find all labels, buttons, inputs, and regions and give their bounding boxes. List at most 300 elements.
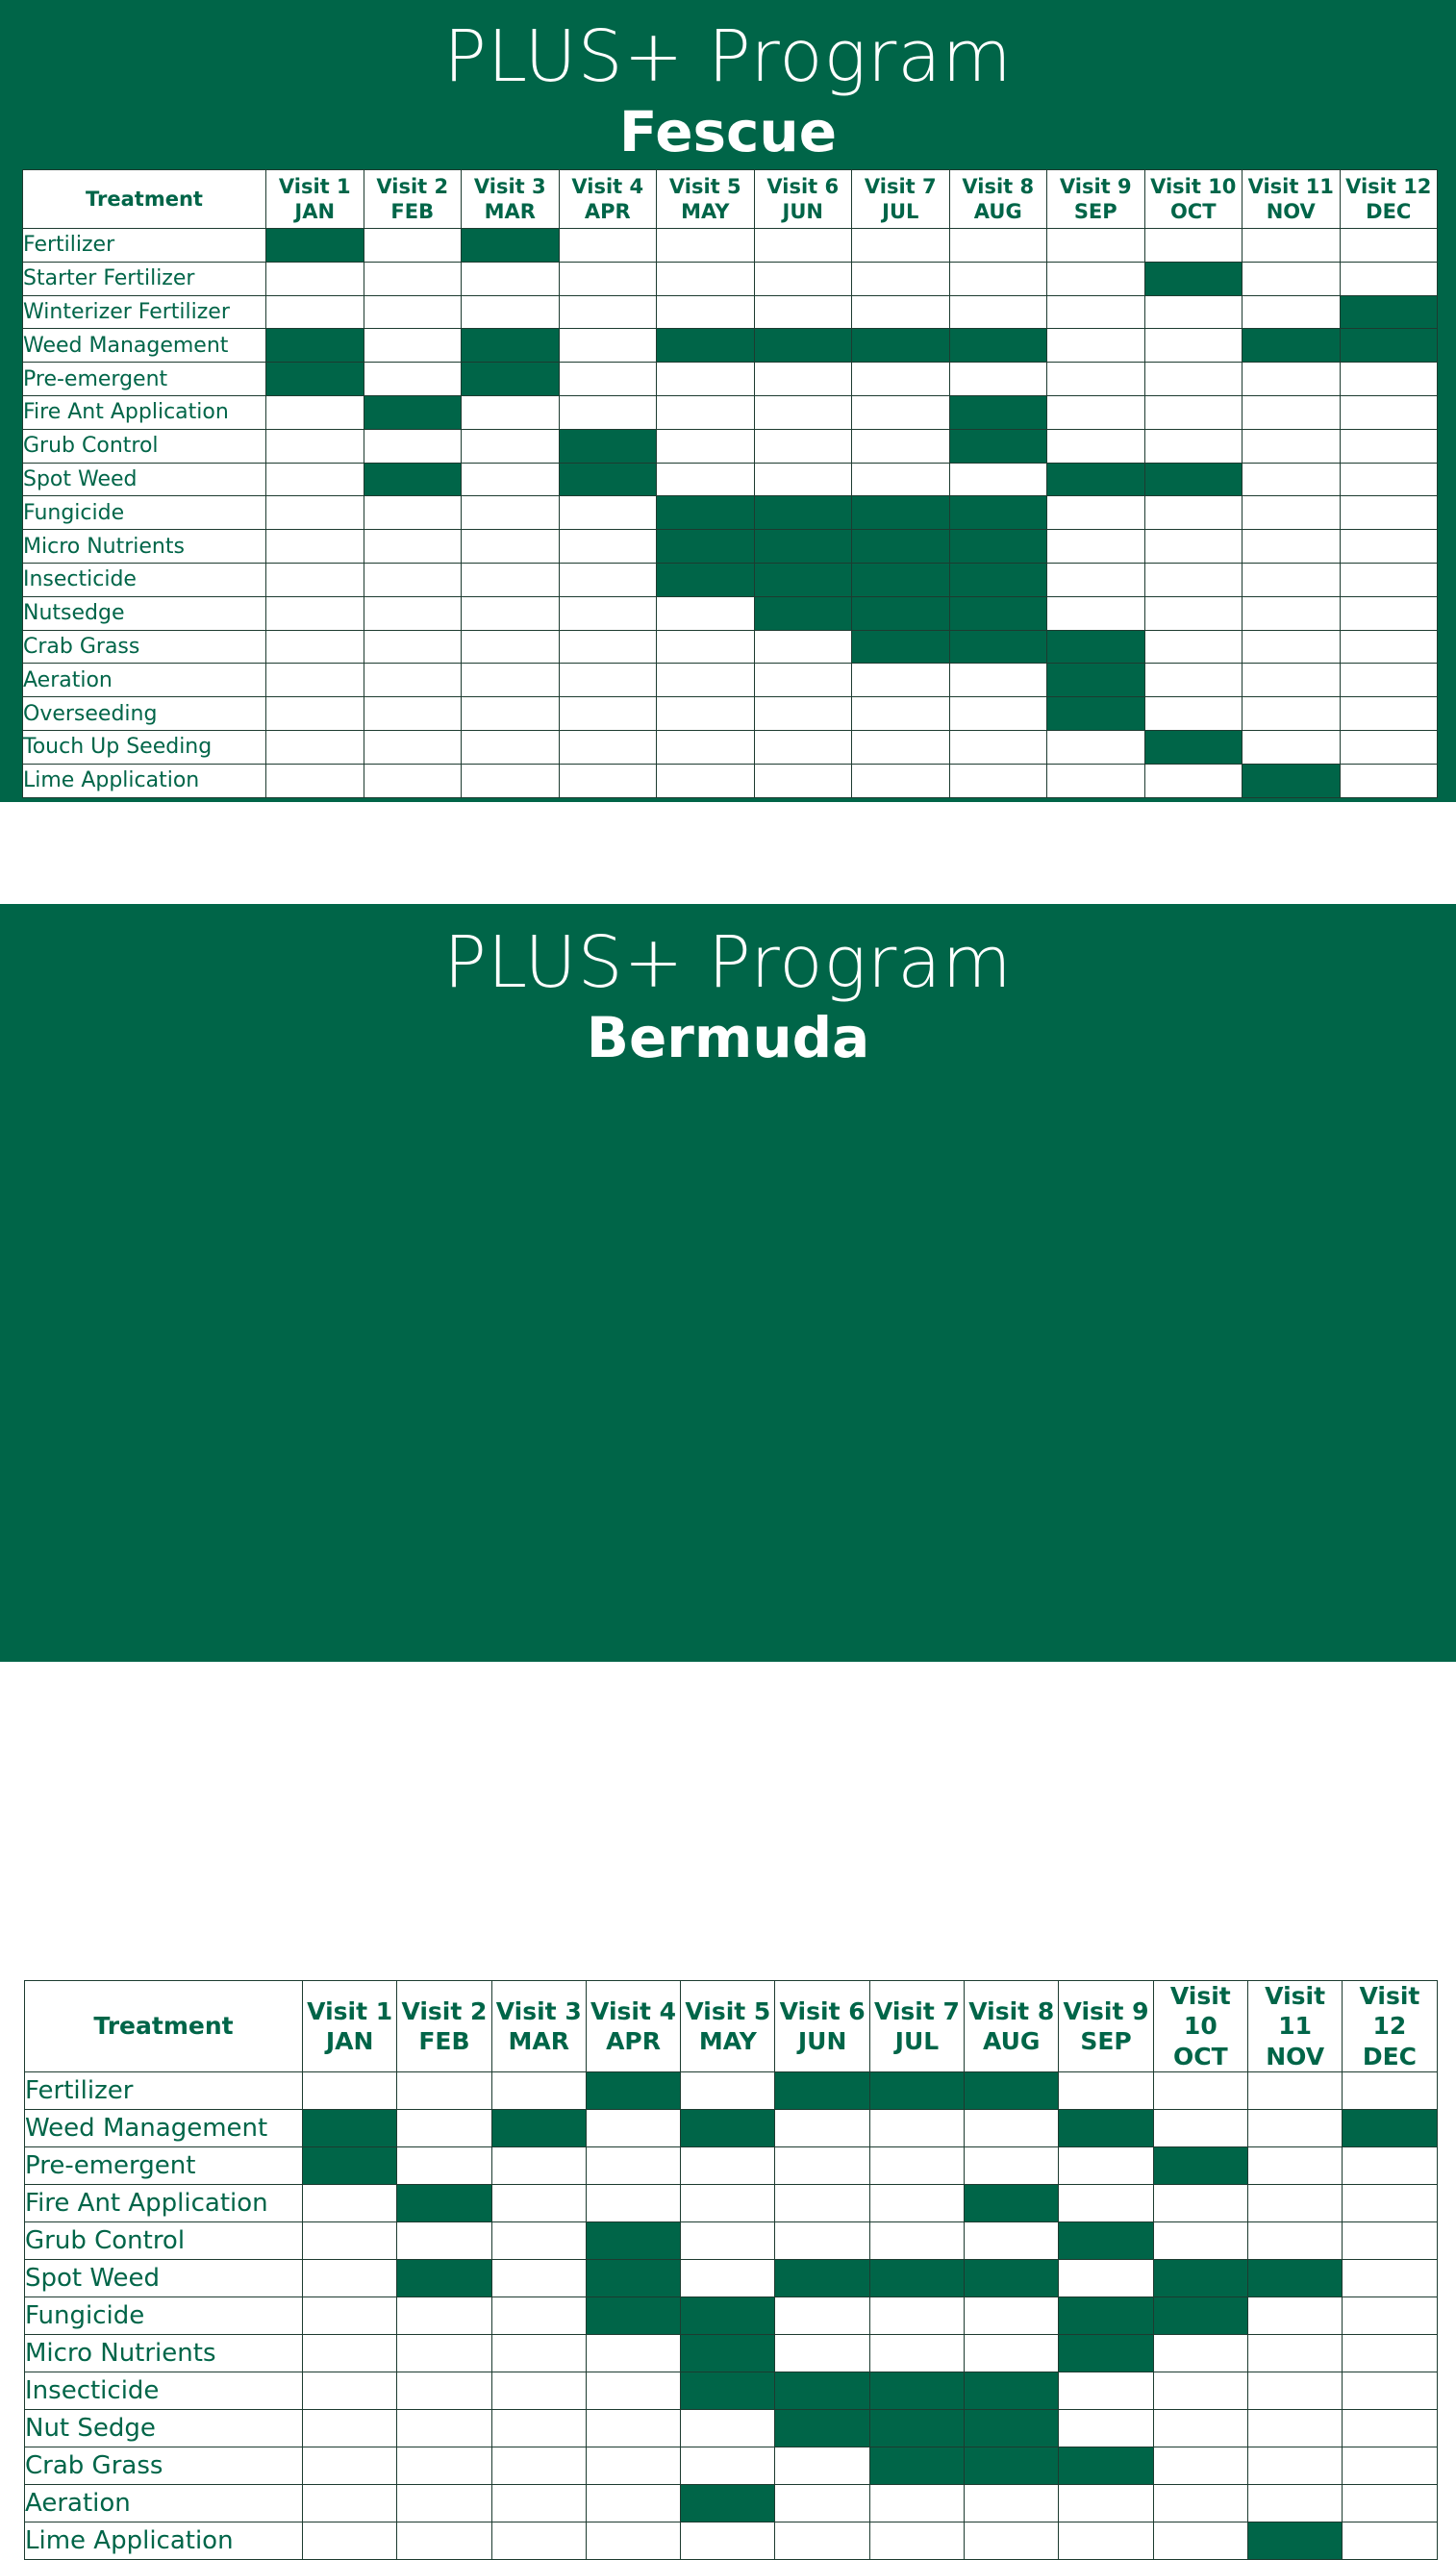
visit-label: Visit 3	[495, 1996, 582, 2025]
visit-label: Visit 11	[1265, 1982, 1326, 2041]
empty-cell	[1343, 2484, 1437, 2522]
scheduled-cell	[586, 2259, 680, 2296]
table-row	[25, 2334, 1438, 2372]
empty-cell	[1343, 2372, 1437, 2409]
month-label: MAR	[484, 200, 536, 223]
empty-cell	[364, 630, 462, 664]
scheduled-cell	[1144, 730, 1243, 764]
empty-cell	[1047, 596, 1145, 630]
empty-cell	[1247, 2109, 1342, 2146]
empty-cell	[364, 229, 462, 263]
empty-cell	[559, 496, 657, 530]
empty-cell	[491, 2522, 586, 2559]
scheduled-cell	[1047, 463, 1145, 496]
empty-cell	[303, 2184, 397, 2221]
empty-cell	[303, 2372, 397, 2409]
table-row	[23, 664, 1438, 697]
fescue-subtitle: Fescue	[618, 99, 838, 164]
scheduled-cell	[681, 2296, 775, 2334]
empty-cell	[397, 2372, 491, 2409]
empty-cell	[462, 395, 560, 429]
bermuda-title: PLUS+ Program	[443, 921, 1013, 1004]
scheduled-cell	[775, 2259, 869, 2296]
scheduled-cell	[657, 530, 755, 564]
empty-cell	[1243, 664, 1341, 697]
empty-cell	[462, 664, 560, 697]
empty-cell	[949, 262, 1047, 295]
visit-label: Visit 2	[376, 174, 449, 198]
bermuda-schedule-table	[24, 1980, 1438, 2560]
empty-cell	[303, 2334, 397, 2372]
table-row	[25, 2296, 1438, 2334]
empty-cell	[1343, 2447, 1437, 2484]
empty-cell	[1047, 496, 1145, 530]
scheduled-cell	[657, 563, 755, 596]
empty-cell	[303, 2259, 397, 2296]
empty-cell	[559, 395, 657, 429]
empty-cell	[491, 2296, 586, 2334]
empty-cell	[364, 429, 462, 463]
empty-cell	[657, 664, 755, 697]
bermuda-panel	[0, 904, 1456, 2555]
month-label: JUL	[882, 200, 919, 223]
empty-cell	[1340, 395, 1438, 429]
empty-cell	[1247, 2146, 1342, 2184]
empty-cell	[852, 229, 950, 263]
empty-cell	[657, 262, 755, 295]
empty-cell	[397, 2296, 491, 2334]
empty-cell	[657, 429, 755, 463]
scheduled-cell	[1243, 764, 1341, 797]
empty-cell	[775, 2146, 869, 2184]
empty-cell	[491, 2409, 586, 2447]
scheduled-cell	[1047, 664, 1145, 697]
empty-cell	[949, 730, 1047, 764]
scheduled-cell	[754, 596, 852, 630]
scheduled-cell	[559, 463, 657, 496]
empty-cell	[559, 530, 657, 564]
scheduled-cell	[869, 2372, 964, 2409]
empty-cell	[1243, 229, 1341, 263]
scheduled-cell	[397, 2259, 491, 2296]
scheduled-cell	[266, 363, 364, 396]
table-row	[23, 429, 1438, 463]
month-label: JAN	[294, 200, 336, 223]
scheduled-cell	[1047, 630, 1145, 664]
treatment-name: Fertilizer	[25, 2071, 303, 2109]
treatment-name: Fungicide	[25, 2296, 303, 2334]
treatment-name: Weed Management	[25, 2109, 303, 2146]
empty-cell	[1343, 2334, 1437, 2372]
scheduled-cell	[869, 2259, 964, 2296]
visit-header	[965, 1981, 1059, 2072]
empty-cell	[949, 764, 1047, 797]
empty-cell	[303, 2071, 397, 2109]
scheduled-cell	[754, 329, 852, 363]
visit-header	[1047, 170, 1145, 229]
visit-label: Visit 11	[1247, 174, 1334, 198]
empty-cell	[1247, 2296, 1342, 2334]
empty-cell	[1144, 697, 1243, 731]
empty-cell	[559, 295, 657, 329]
treatment-name: Pre-emergent	[25, 2146, 303, 2184]
empty-cell	[1340, 530, 1438, 564]
empty-cell	[1047, 262, 1145, 295]
treatment-name: Pre-emergent	[23, 363, 266, 396]
empty-cell	[1243, 697, 1341, 731]
empty-cell	[586, 2146, 680, 2184]
scheduled-cell	[949, 496, 1047, 530]
scheduled-cell	[869, 2409, 964, 2447]
month-label: NOV	[1266, 2042, 1325, 2071]
visit-label: Visit 8	[962, 174, 1035, 198]
treatment-name: Starter Fertilizer	[23, 262, 266, 295]
visit-header	[1144, 170, 1243, 229]
empty-cell	[1047, 563, 1145, 596]
empty-cell	[491, 2372, 586, 2409]
empty-cell	[681, 2184, 775, 2221]
table-row	[23, 262, 1438, 295]
visit-header	[462, 170, 560, 229]
fescue-schedule-table	[22, 169, 1438, 798]
empty-cell	[364, 563, 462, 596]
empty-cell	[1340, 463, 1438, 496]
empty-cell	[1153, 2184, 1247, 2221]
scheduled-cell	[965, 2409, 1059, 2447]
scheduled-cell	[1059, 2109, 1153, 2146]
empty-cell	[266, 496, 364, 530]
empty-cell	[1059, 2484, 1153, 2522]
visit-label: Visit 6	[779, 1996, 866, 2025]
empty-cell	[1340, 229, 1438, 263]
empty-cell	[869, 2221, 964, 2259]
scheduled-cell	[852, 496, 950, 530]
empty-cell	[462, 596, 560, 630]
empty-cell	[1247, 2334, 1342, 2372]
scheduled-cell	[949, 563, 1047, 596]
month-label: OCT	[1169, 200, 1217, 223]
empty-cell	[266, 697, 364, 731]
empty-cell	[657, 764, 755, 797]
empty-cell	[1144, 596, 1243, 630]
empty-cell	[303, 2447, 397, 2484]
visit-label: Visit 1	[278, 174, 351, 198]
empty-cell	[397, 2221, 491, 2259]
empty-cell	[1243, 630, 1341, 664]
visit-header	[949, 170, 1047, 229]
scheduled-cell	[1059, 2221, 1153, 2259]
empty-cell	[965, 2221, 1059, 2259]
empty-cell	[681, 2071, 775, 2109]
empty-cell	[754, 363, 852, 396]
scheduled-cell	[586, 2221, 680, 2259]
month-label: FEB	[390, 200, 435, 223]
table-row	[23, 295, 1438, 329]
empty-cell	[397, 2334, 491, 2372]
scheduled-cell	[266, 329, 364, 363]
visit-header	[852, 170, 950, 229]
empty-cell	[1059, 2146, 1153, 2184]
table-row	[25, 2484, 1438, 2522]
empty-cell	[754, 262, 852, 295]
scheduled-cell	[681, 2484, 775, 2522]
empty-cell	[852, 363, 950, 396]
empty-cell	[491, 2184, 586, 2221]
empty-cell	[949, 229, 1047, 263]
scheduled-cell	[1144, 463, 1243, 496]
empty-cell	[1153, 2522, 1247, 2559]
empty-cell	[303, 2409, 397, 2447]
scheduled-cell	[949, 395, 1047, 429]
month-label: NOV	[1266, 200, 1316, 223]
visit-header	[559, 170, 657, 229]
table-row	[23, 229, 1438, 263]
table-row	[25, 2109, 1438, 2146]
scheduled-cell	[364, 463, 462, 496]
visit-header	[586, 1981, 680, 2072]
empty-cell	[1340, 697, 1438, 731]
scheduled-cell	[462, 229, 560, 263]
visit-header	[1340, 170, 1438, 229]
empty-cell	[852, 295, 950, 329]
empty-cell	[559, 563, 657, 596]
empty-cell	[1340, 429, 1438, 463]
empty-cell	[949, 463, 1047, 496]
scheduled-cell	[949, 429, 1047, 463]
visit-label: Visit 4	[590, 1996, 677, 2025]
empty-cell	[775, 2221, 869, 2259]
empty-cell	[462, 563, 560, 596]
empty-cell	[852, 664, 950, 697]
visit-header	[775, 1981, 869, 2072]
treatment-header: Treatment	[25, 1981, 303, 2072]
month-label: SEP	[1080, 2026, 1132, 2055]
empty-cell	[1243, 429, 1341, 463]
empty-cell	[1247, 2409, 1342, 2447]
visit-label: Visit 10	[1150, 174, 1237, 198]
empty-cell	[1243, 596, 1341, 630]
empty-cell	[462, 764, 560, 797]
empty-cell	[852, 429, 950, 463]
empty-cell	[266, 262, 364, 295]
empty-cell	[1243, 363, 1341, 396]
visit-header	[303, 1981, 397, 2072]
empty-cell	[586, 2409, 680, 2447]
empty-cell	[754, 295, 852, 329]
scheduled-cell	[852, 563, 950, 596]
empty-cell	[462, 730, 560, 764]
treatment-name: Nut Sedge	[25, 2409, 303, 2447]
empty-cell	[869, 2184, 964, 2221]
empty-cell	[586, 2334, 680, 2372]
empty-cell	[869, 2109, 964, 2146]
empty-cell	[491, 2146, 586, 2184]
empty-cell	[1243, 530, 1341, 564]
empty-cell	[965, 2334, 1059, 2372]
empty-cell	[657, 697, 755, 731]
treatment-name: Insecticide	[23, 563, 266, 596]
empty-cell	[586, 2522, 680, 2559]
table-row	[23, 530, 1438, 564]
empty-cell	[462, 697, 560, 731]
empty-cell	[559, 664, 657, 697]
empty-cell	[1144, 329, 1243, 363]
scheduled-cell	[1059, 2296, 1153, 2334]
empty-cell	[364, 496, 462, 530]
empty-cell	[266, 463, 364, 496]
month-label: JAN	[325, 2026, 374, 2055]
empty-cell	[754, 229, 852, 263]
treatment-name: Micro Nutrients	[25, 2334, 303, 2372]
empty-cell	[852, 262, 950, 295]
empty-cell	[754, 764, 852, 797]
scheduled-cell	[364, 395, 462, 429]
scheduled-cell	[754, 496, 852, 530]
empty-cell	[657, 395, 755, 429]
empty-cell	[586, 2184, 680, 2221]
empty-cell	[869, 2146, 964, 2184]
empty-cell	[364, 730, 462, 764]
empty-cell	[754, 664, 852, 697]
empty-cell	[397, 2522, 491, 2559]
empty-cell	[1144, 363, 1243, 396]
empty-cell	[1247, 2221, 1342, 2259]
empty-cell	[869, 2522, 964, 2559]
empty-cell	[1243, 295, 1341, 329]
treatment-name: Overseeding	[23, 697, 266, 731]
empty-cell	[775, 2447, 869, 2484]
empty-cell	[1340, 262, 1438, 295]
scheduled-cell	[775, 2409, 869, 2447]
table-row	[23, 395, 1438, 429]
empty-cell	[852, 395, 950, 429]
empty-cell	[681, 2409, 775, 2447]
empty-cell	[754, 463, 852, 496]
empty-cell	[303, 2296, 397, 2334]
empty-cell	[491, 2221, 586, 2259]
empty-cell	[1343, 2184, 1437, 2221]
bermuda-subtitle: Bermuda	[586, 1005, 870, 1070]
empty-cell	[559, 764, 657, 797]
scheduled-cell	[657, 329, 755, 363]
scheduled-cell	[1247, 2259, 1342, 2296]
scheduled-cell	[965, 2259, 1059, 2296]
scheduled-cell	[266, 229, 364, 263]
empty-cell	[775, 2184, 869, 2221]
empty-cell	[1047, 429, 1145, 463]
empty-cell	[266, 530, 364, 564]
scheduled-cell	[965, 2071, 1059, 2109]
visit-header	[1247, 1981, 1342, 2072]
empty-cell	[681, 2447, 775, 2484]
table-row	[23, 630, 1438, 664]
empty-cell	[266, 764, 364, 797]
scheduled-cell	[462, 363, 560, 396]
empty-cell	[754, 395, 852, 429]
scheduled-cell	[1153, 2296, 1247, 2334]
scheduled-cell	[1047, 697, 1145, 731]
empty-cell	[1059, 2184, 1153, 2221]
empty-cell	[1144, 395, 1243, 429]
month-label: FEB	[418, 2026, 470, 2055]
empty-cell	[965, 2146, 1059, 2184]
visit-header	[397, 1981, 491, 2072]
empty-cell	[1144, 630, 1243, 664]
month-label: DEC	[1366, 200, 1412, 223]
treatment-name: Fertilizer	[23, 229, 266, 263]
fescue-title: PLUS+ Program	[443, 15, 1013, 98]
scheduled-cell	[1059, 2334, 1153, 2372]
visit-label: Visit 1	[307, 1996, 393, 2025]
scheduled-cell	[949, 329, 1047, 363]
table-row	[23, 764, 1438, 797]
table-row	[23, 596, 1438, 630]
empty-cell	[1343, 2259, 1437, 2296]
empty-cell	[852, 764, 950, 797]
empty-cell	[1340, 630, 1438, 664]
empty-cell	[397, 2447, 491, 2484]
visit-label: Visit 2	[401, 1996, 488, 2025]
treatment-name: Fire Ant Application	[23, 395, 266, 429]
empty-cell	[1247, 2484, 1342, 2522]
empty-cell	[1247, 2184, 1342, 2221]
scheduled-cell	[965, 2372, 1059, 2409]
empty-cell	[852, 697, 950, 731]
scheduled-cell	[681, 2372, 775, 2409]
month-label: MAY	[698, 2026, 757, 2055]
visit-label: Visit 12	[1345, 174, 1432, 198]
visit-header	[491, 1981, 586, 2072]
empty-cell	[1243, 563, 1341, 596]
empty-cell	[559, 630, 657, 664]
empty-cell	[681, 2221, 775, 2259]
scheduled-cell	[869, 2071, 964, 2109]
empty-cell	[657, 229, 755, 263]
empty-cell	[364, 262, 462, 295]
empty-cell	[462, 262, 560, 295]
empty-cell	[397, 2071, 491, 2109]
empty-cell	[1340, 363, 1438, 396]
empty-cell	[775, 2334, 869, 2372]
month-label: MAR	[508, 2026, 569, 2055]
empty-cell	[266, 429, 364, 463]
empty-cell	[965, 2109, 1059, 2146]
scheduled-cell	[965, 2447, 1059, 2484]
scheduled-cell	[949, 630, 1047, 664]
scheduled-cell	[657, 496, 755, 530]
empty-cell	[1153, 2447, 1247, 2484]
visit-label: Visit 12	[1359, 1982, 1420, 2041]
visit-header	[266, 170, 364, 229]
table-row	[25, 2259, 1438, 2296]
treatment-name: Spot Weed	[25, 2259, 303, 2296]
scheduled-cell	[681, 2334, 775, 2372]
empty-cell	[949, 697, 1047, 731]
empty-cell	[657, 363, 755, 396]
scheduled-cell	[1340, 329, 1438, 363]
scheduled-cell	[462, 329, 560, 363]
empty-cell	[1047, 730, 1145, 764]
treatment-name: Fire Ant Application	[25, 2184, 303, 2221]
empty-cell	[1343, 2146, 1437, 2184]
treatment-name: Lime Application	[23, 764, 266, 797]
visit-label: Visit 5	[685, 1996, 771, 2025]
empty-cell	[657, 463, 755, 496]
empty-cell	[965, 2522, 1059, 2559]
empty-cell	[754, 429, 852, 463]
empty-cell	[491, 2071, 586, 2109]
empty-cell	[965, 2296, 1059, 2334]
